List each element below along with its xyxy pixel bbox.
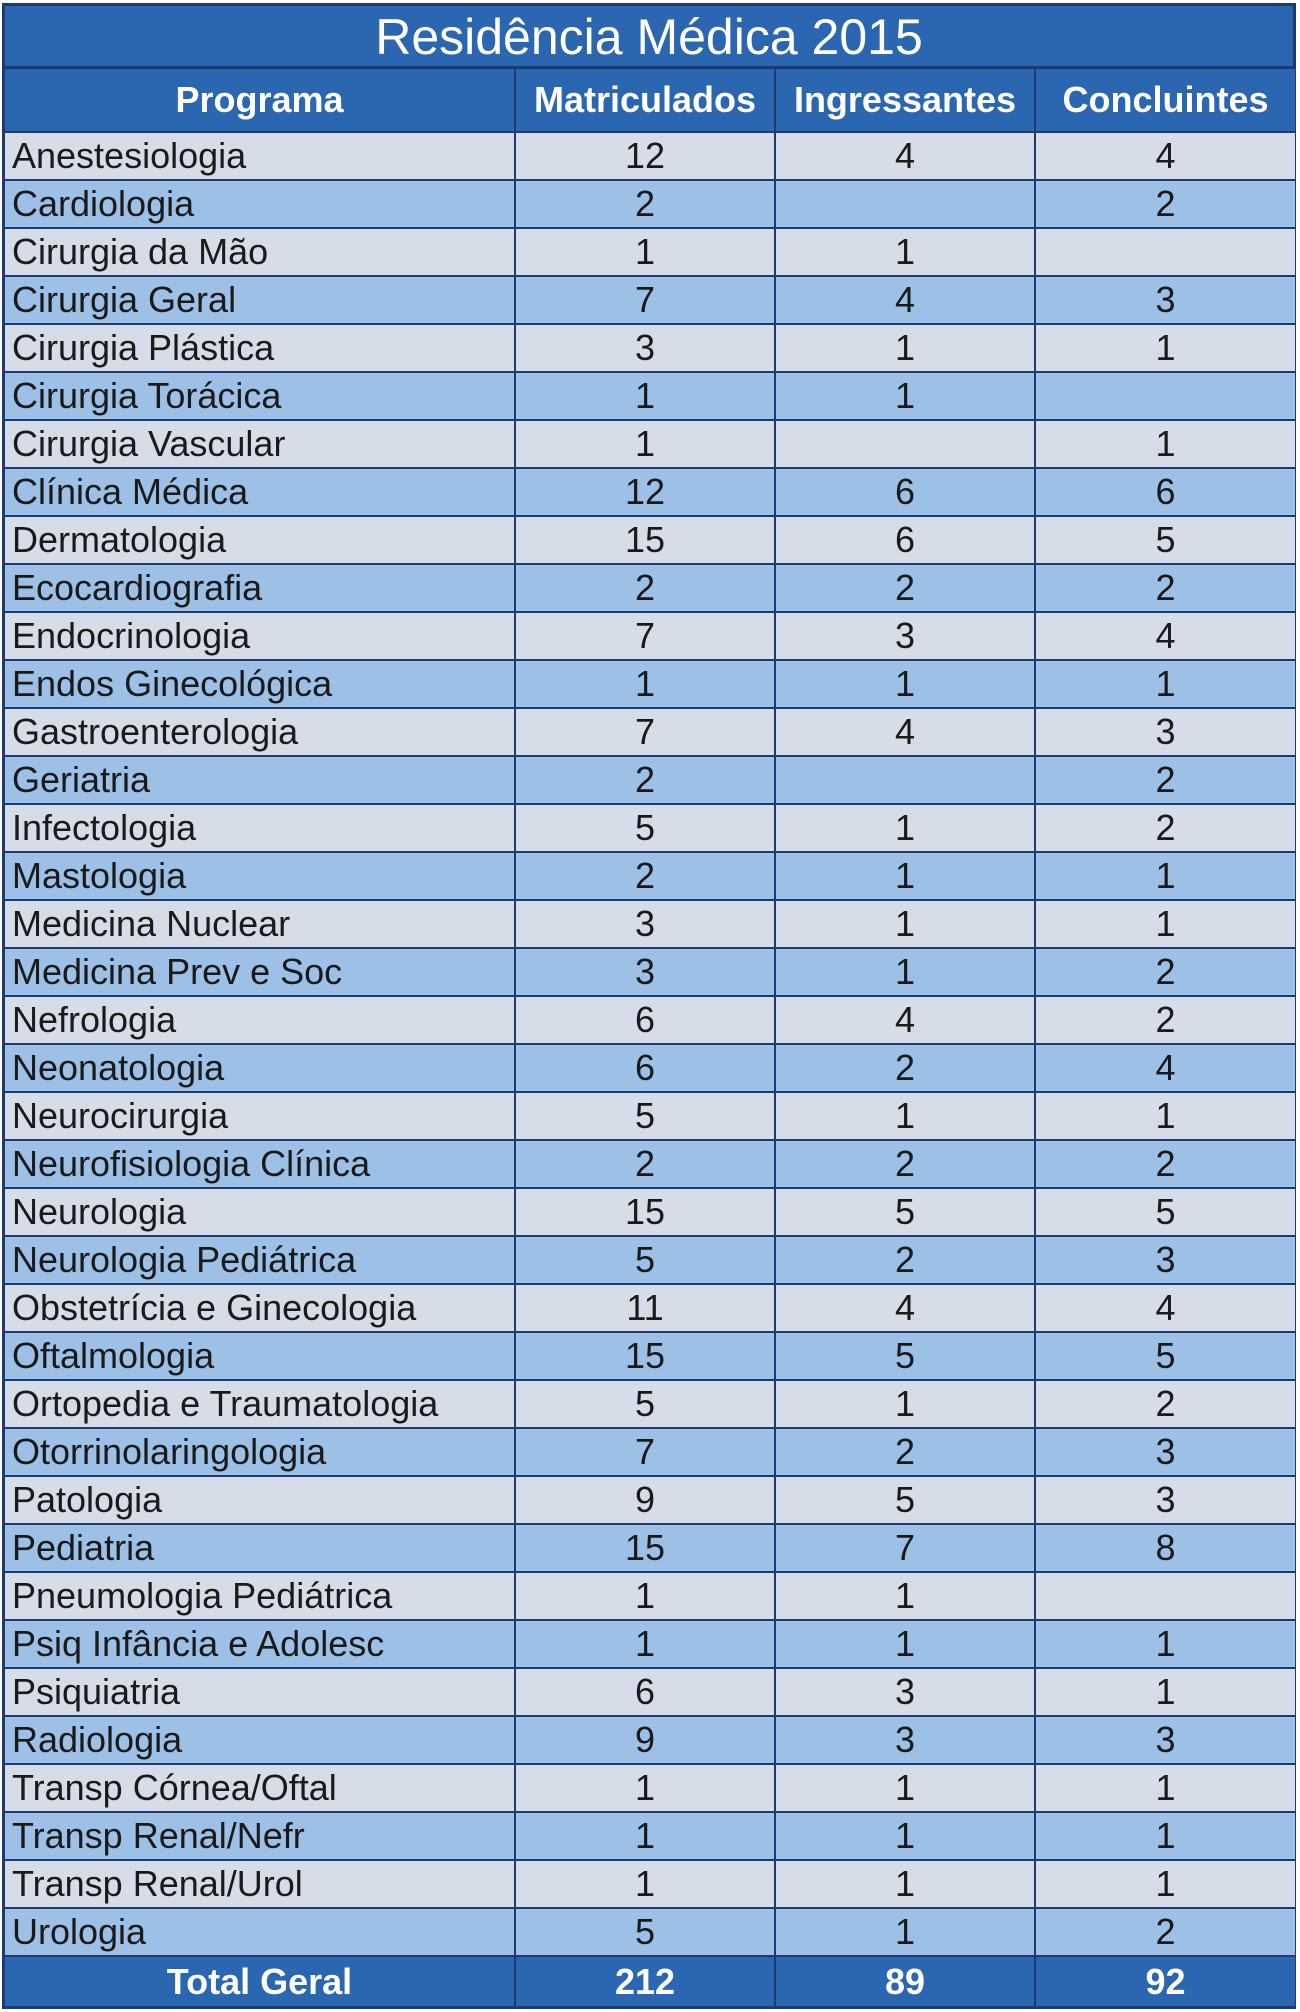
cell-concluintes: 3	[1035, 1476, 1295, 1524]
cell-concluintes: 2	[1035, 564, 1295, 612]
cell-concluintes: 2	[1035, 1908, 1295, 1956]
cell-matriculados: 7	[515, 612, 775, 660]
header-ingressantes: Ingressantes	[775, 69, 1035, 132]
cell-ingressantes: 2	[775, 1140, 1035, 1188]
cell-concluintes: 1	[1035, 324, 1295, 372]
cell-concluintes: 2	[1035, 756, 1295, 804]
cell-programa: Ortopedia e Traumatologia	[5, 1380, 515, 1428]
cell-concluintes: 8	[1035, 1524, 1295, 1572]
cell-programa: Obstetrícia e Ginecologia	[5, 1284, 515, 1332]
table-row	[5, 852, 1295, 900]
cell-programa: Neurocirurgia	[5, 1092, 515, 1140]
cell-concluintes: 5	[1035, 516, 1295, 564]
cell-concluintes: 5	[1035, 1332, 1295, 1380]
cell-programa: Cirurgia Geral	[5, 276, 515, 324]
residencia-table	[2, 3, 1296, 2009]
cell-concluintes: 2	[1035, 1380, 1295, 1428]
total-row	[5, 1956, 1295, 2006]
cell-programa: Endocrinologia	[5, 612, 515, 660]
table-row	[5, 1044, 1295, 1092]
cell-ingressantes: 3	[775, 1716, 1035, 1764]
cell-concluintes: 3	[1035, 1716, 1295, 1764]
total-ingressantes: 89	[775, 1956, 1035, 2006]
cell-concluintes: 1	[1035, 1092, 1295, 1140]
total-concluintes: 92	[1035, 1956, 1295, 2006]
cell-matriculados: 1	[515, 228, 775, 276]
cell-ingressantes: 1	[775, 1380, 1035, 1428]
cell-programa: Psiquiatria	[5, 1668, 515, 1716]
cell-concluintes: 4	[1035, 1044, 1295, 1092]
cell-matriculados: 1	[515, 1572, 775, 1620]
cell-programa: Otorrinolaringologia	[5, 1428, 515, 1476]
cell-concluintes: 1	[1035, 1812, 1295, 1860]
table-row	[5, 996, 1295, 1044]
table-row	[5, 420, 1295, 468]
cell-concluintes: 1	[1035, 1764, 1295, 1812]
cell-matriculados: 6	[515, 1044, 775, 1092]
cell-ingressantes: 1	[775, 852, 1035, 900]
cell-ingressantes: 7	[775, 1524, 1035, 1572]
cell-programa: Mastologia	[5, 852, 515, 900]
cell-programa: Geriatria	[5, 756, 515, 804]
cell-ingressantes: 5	[775, 1476, 1035, 1524]
table-row	[5, 1812, 1295, 1860]
cell-matriculados: 9	[515, 1716, 775, 1764]
cell-matriculados: 12	[515, 468, 775, 516]
total-label: Total Geral	[5, 1956, 515, 2006]
cell-concluintes: 1	[1035, 1860, 1295, 1908]
cell-programa: Cirurgia da Mão	[5, 228, 515, 276]
table-row	[5, 1908, 1295, 1956]
cell-concluintes: 4	[1035, 612, 1295, 660]
cell-concluintes	[1035, 228, 1295, 276]
cell-concluintes: 2	[1035, 996, 1295, 1044]
cell-concluintes: 3	[1035, 1236, 1295, 1284]
table-row	[5, 708, 1295, 756]
table-row	[5, 228, 1295, 276]
cell-ingressantes: 4	[775, 276, 1035, 324]
cell-ingressantes: 2	[775, 1044, 1035, 1092]
cell-ingressantes: 1	[775, 1908, 1035, 1956]
cell-concluintes	[1035, 372, 1295, 420]
cell-programa: Neurofisiologia Clínica	[5, 1140, 515, 1188]
table-row	[5, 1476, 1295, 1524]
cell-programa: Medicina Prev e Soc	[5, 948, 515, 996]
cell-concluintes: 4	[1035, 132, 1295, 180]
cell-programa: Cardiologia	[5, 180, 515, 228]
table-row	[5, 1572, 1295, 1620]
table-row	[5, 564, 1295, 612]
table-row	[5, 1668, 1295, 1716]
cell-programa: Radiologia	[5, 1716, 515, 1764]
cell-matriculados: 15	[515, 1332, 775, 1380]
cell-matriculados: 7	[515, 708, 775, 756]
table-row	[5, 1524, 1295, 1572]
cell-matriculados: 15	[515, 1524, 775, 1572]
cell-ingressantes: 1	[775, 948, 1035, 996]
cell-ingressantes: 5	[775, 1188, 1035, 1236]
cell-ingressantes: 3	[775, 1668, 1035, 1716]
cell-ingressantes	[775, 420, 1035, 468]
cell-matriculados: 2	[515, 180, 775, 228]
table-row	[5, 756, 1295, 804]
cell-matriculados: 5	[515, 1236, 775, 1284]
cell-concluintes: 6	[1035, 468, 1295, 516]
cell-programa: Endos Ginecológica	[5, 660, 515, 708]
table-row	[5, 1860, 1295, 1908]
table-row	[5, 948, 1295, 996]
table-row	[5, 1188, 1295, 1236]
table-row	[5, 1092, 1295, 1140]
cell-matriculados: 15	[515, 1188, 775, 1236]
cell-matriculados: 12	[515, 132, 775, 180]
cell-programa: Neurologia	[5, 1188, 515, 1236]
cell-programa: Neonatologia	[5, 1044, 515, 1092]
cell-ingressantes: 4	[775, 132, 1035, 180]
table-row	[5, 1428, 1295, 1476]
table-row	[5, 372, 1295, 420]
table-row	[5, 660, 1295, 708]
cell-concluintes: 1	[1035, 420, 1295, 468]
cell-matriculados: 2	[515, 852, 775, 900]
cell-programa: Pneumologia Pediátrica	[5, 1572, 515, 1620]
cell-ingressantes: 1	[775, 372, 1035, 420]
cell-matriculados: 2	[515, 564, 775, 612]
table-row	[5, 1140, 1295, 1188]
cell-programa: Medicina Nuclear	[5, 900, 515, 948]
cell-ingressantes: 4	[775, 1284, 1035, 1332]
cell-concluintes	[1035, 1572, 1295, 1620]
cell-programa: Psiq Infância e Adolesc	[5, 1620, 515, 1668]
cell-ingressantes	[775, 180, 1035, 228]
cell-programa: Oftalmologia	[5, 1332, 515, 1380]
cell-programa: Clínica Médica	[5, 468, 515, 516]
cell-matriculados: 1	[515, 372, 775, 420]
cell-concluintes: 2	[1035, 180, 1295, 228]
cell-matriculados: 1	[515, 1812, 775, 1860]
cell-matriculados: 6	[515, 1668, 775, 1716]
table-row	[5, 132, 1295, 180]
cell-matriculados: 1	[515, 1764, 775, 1812]
cell-concluintes: 1	[1035, 852, 1295, 900]
cell-concluintes: 1	[1035, 660, 1295, 708]
cell-ingressantes: 1	[775, 1860, 1035, 1908]
table-row	[5, 900, 1295, 948]
data-table	[5, 69, 1295, 2006]
cell-programa: Transp Renal/Nefr	[5, 1812, 515, 1860]
cell-concluintes: 1	[1035, 900, 1295, 948]
cell-ingressantes: 1	[775, 900, 1035, 948]
table-row	[5, 180, 1295, 228]
cell-programa: Pediatria	[5, 1524, 515, 1572]
cell-programa: Patologia	[5, 1476, 515, 1524]
cell-matriculados: 3	[515, 900, 775, 948]
table-row	[5, 804, 1295, 852]
cell-programa: Transp Córnea/Oftal	[5, 1764, 515, 1812]
cell-ingressantes: 1	[775, 804, 1035, 852]
cell-ingressantes: 5	[775, 1332, 1035, 1380]
table-row	[5, 276, 1295, 324]
cell-ingressantes: 1	[775, 1620, 1035, 1668]
cell-ingressantes	[775, 756, 1035, 804]
cell-concluintes: 3	[1035, 1428, 1295, 1476]
table-row	[5, 324, 1295, 372]
cell-programa: Infectologia	[5, 804, 515, 852]
cell-programa: Cirurgia Plástica	[5, 324, 515, 372]
cell-programa: Transp Renal/Urol	[5, 1860, 515, 1908]
table-row	[5, 516, 1295, 564]
cell-matriculados: 5	[515, 1092, 775, 1140]
table-row	[5, 1620, 1295, 1668]
header-concluintes: Concluintes	[1035, 69, 1295, 132]
cell-matriculados: 1	[515, 660, 775, 708]
cell-concluintes: 2	[1035, 804, 1295, 852]
table-row	[5, 1716, 1295, 1764]
cell-programa: Ecocardiografia	[5, 564, 515, 612]
cell-matriculados: 1	[515, 420, 775, 468]
cell-ingressantes: 1	[775, 324, 1035, 372]
cell-concluintes: 2	[1035, 948, 1295, 996]
cell-ingressantes: 1	[775, 1812, 1035, 1860]
cell-ingressantes: 2	[775, 1236, 1035, 1284]
cell-concluintes: 4	[1035, 1284, 1295, 1332]
cell-matriculados: 6	[515, 996, 775, 1044]
cell-ingressantes: 1	[775, 1764, 1035, 1812]
cell-ingressantes: 4	[775, 708, 1035, 756]
cell-concluintes: 5	[1035, 1188, 1295, 1236]
table-row	[5, 1380, 1295, 1428]
table-title: Residência Médica 2015	[5, 6, 1293, 69]
cell-ingressantes: 2	[775, 1428, 1035, 1476]
cell-ingressantes: 1	[775, 1572, 1035, 1620]
cell-concluintes: 1	[1035, 1668, 1295, 1716]
cell-programa: Gastroenterologia	[5, 708, 515, 756]
cell-programa: Nefrologia	[5, 996, 515, 1044]
cell-concluintes: 2	[1035, 1140, 1295, 1188]
cell-ingressantes: 1	[775, 1092, 1035, 1140]
cell-ingressantes: 6	[775, 516, 1035, 564]
total-matriculados: 212	[515, 1956, 775, 2006]
cell-ingressantes: 1	[775, 660, 1035, 708]
cell-matriculados: 1	[515, 1620, 775, 1668]
cell-matriculados: 5	[515, 804, 775, 852]
cell-concluintes: 3	[1035, 276, 1295, 324]
cell-matriculados: 2	[515, 1140, 775, 1188]
cell-programa: Cirurgia Torácica	[5, 372, 515, 420]
cell-matriculados: 1	[515, 1860, 775, 1908]
header-programa: Programa	[5, 69, 515, 132]
cell-matriculados: 15	[515, 516, 775, 564]
cell-programa: Urologia	[5, 1908, 515, 1956]
table-row	[5, 1332, 1295, 1380]
cell-concluintes: 3	[1035, 708, 1295, 756]
table-row	[5, 1764, 1295, 1812]
table-row	[5, 1236, 1295, 1284]
cell-matriculados: 5	[515, 1380, 775, 1428]
header-row	[5, 69, 1295, 132]
cell-programa: Cirurgia Vascular	[5, 420, 515, 468]
cell-matriculados: 3	[515, 948, 775, 996]
cell-matriculados: 5	[515, 1908, 775, 1956]
header-matriculados: Matriculados	[515, 69, 775, 132]
cell-matriculados: 9	[515, 1476, 775, 1524]
cell-programa: Dermatologia	[5, 516, 515, 564]
table-row	[5, 1284, 1295, 1332]
table-row	[5, 468, 1295, 516]
cell-matriculados: 11	[515, 1284, 775, 1332]
cell-matriculados: 2	[515, 756, 775, 804]
cell-matriculados: 7	[515, 276, 775, 324]
cell-ingressantes: 3	[775, 612, 1035, 660]
cell-programa: Neurologia Pediátrica	[5, 1236, 515, 1284]
table-row	[5, 612, 1295, 660]
cell-matriculados: 3	[515, 324, 775, 372]
cell-programa: Anestesiologia	[5, 132, 515, 180]
cell-ingressantes: 4	[775, 996, 1035, 1044]
cell-ingressantes: 2	[775, 564, 1035, 612]
table-body	[5, 132, 1295, 1956]
cell-ingressantes: 6	[775, 468, 1035, 516]
cell-matriculados: 7	[515, 1428, 775, 1476]
cell-concluintes: 1	[1035, 1620, 1295, 1668]
cell-ingressantes: 1	[775, 228, 1035, 276]
